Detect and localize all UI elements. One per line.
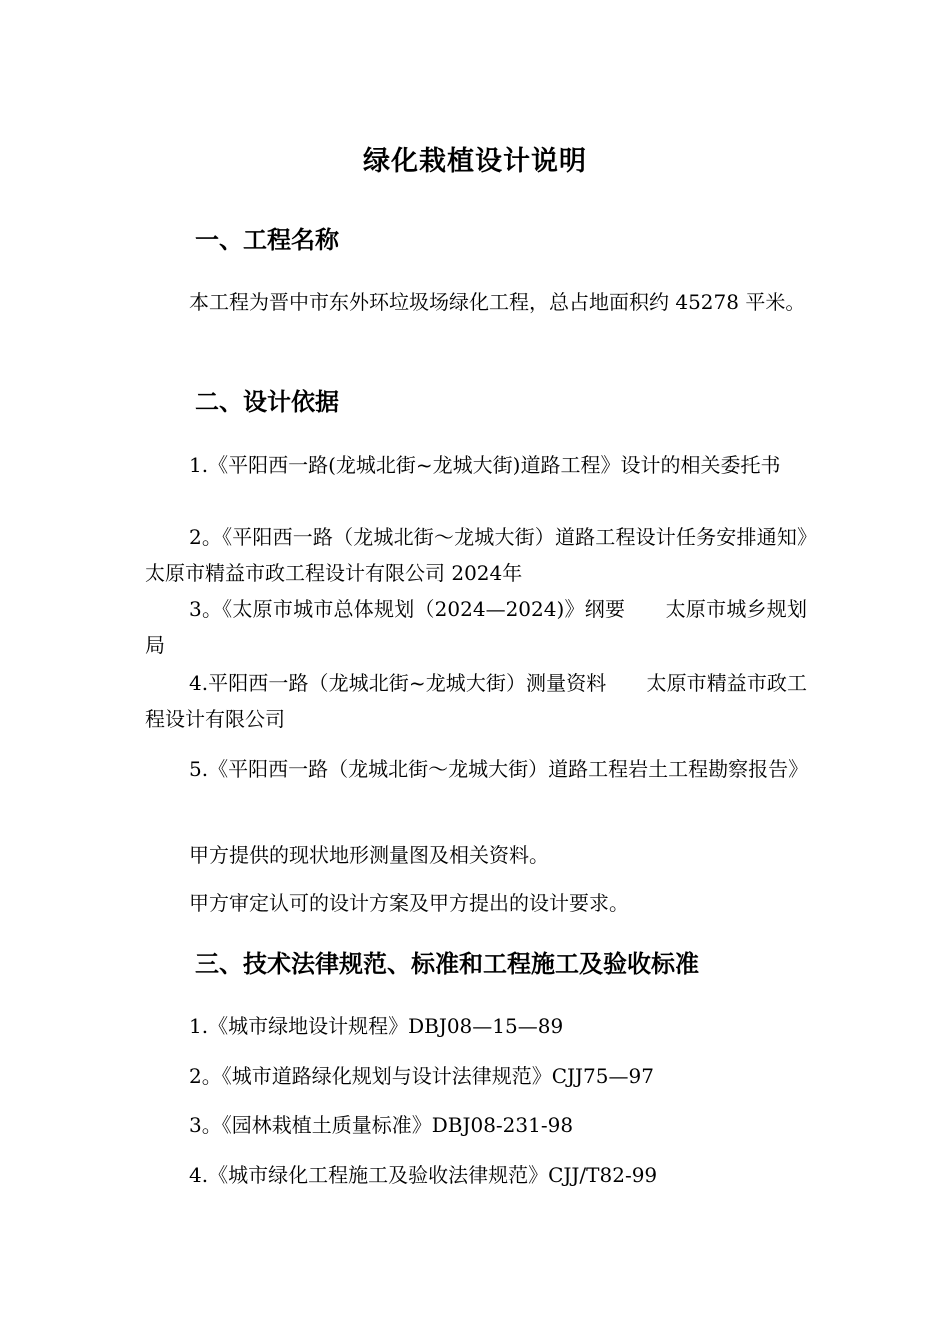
basis-item-1: 1.《平阳西一路(龙城北街~龙城大街)道路工程》设计的相关委托书 <box>189 453 781 477</box>
section-heading-design-basis: 二、设计依据 <box>195 388 339 416</box>
standard-item-4: 4.《城市绿化工程施工及验收法律规范》CJJ/T82-99 <box>189 1163 658 1187</box>
basis-item-5: 5.《平阳西一路（龙城北街～龙城大街）道路工程岩土工程勘察报告》 <box>189 757 809 781</box>
standard-item-1: 1.《城市绿地设计规程》DBJ08—15—89 <box>189 1014 564 1038</box>
basis-item-3: 3。《太原市城市总体规划（2024—2024)》纲要 太原市城乡规划局 <box>145 597 807 657</box>
basis-item-2: 2。《平阳西一路（龙城北街～龙城大街）道路工程设计任务安排通知》 太原市精益市政工程设计有限公司 2024年 <box>145 525 827 585</box>
standard-item-3: 3。《园林栽植土质量标准》DBJ08-231-98 <box>189 1113 574 1137</box>
basis-item-4: 4.平阳西一路（龙城北街~龙城大街）测量资料 太原市精益市政工程设计有限公司 <box>145 671 807 731</box>
section-heading-project-name: 一、工程名称 <box>195 226 339 254</box>
document-title: 绿化栽植设计说明 <box>363 146 587 177</box>
section-heading-standards: 三、技术法律规范、标准和工程施工及验收标准 <box>195 950 699 978</box>
basis-item-7: 甲方审定认可的设计方案及甲方提出的设计要求。 <box>189 891 629 915</box>
basis-item-6: 甲方提供的现状地形测量图及相关资料。 <box>189 843 549 867</box>
project-description: 本工程为晋中市东外环垃圾场绿化工程，总占地面积约 45278 平米。 <box>189 290 806 314</box>
standard-item-2: 2。《城市道路绿化规划与设计法律规范》CJJ75—97 <box>189 1064 654 1088</box>
